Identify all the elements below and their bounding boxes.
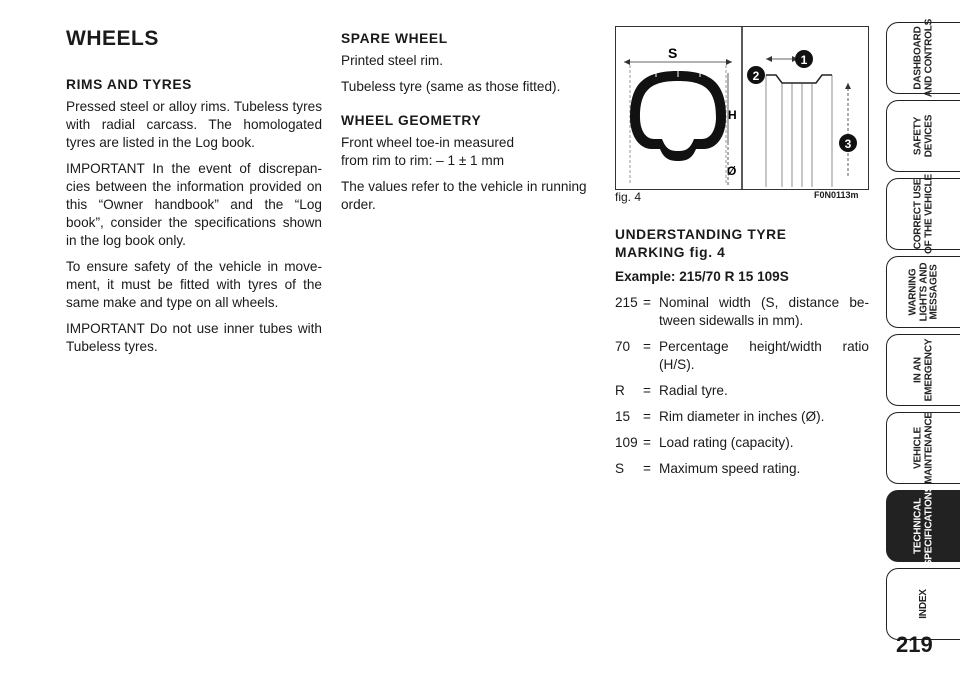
marking-code: 109	[615, 435, 638, 450]
wheel-geometry-heading: WHEEL GEOMETRY	[341, 113, 482, 128]
toe-in-line2: from rim to rim: – 1 ± 1 mm	[341, 153, 505, 168]
chapter-tab-label: INDEX	[917, 589, 929, 619]
chapter-tab-label: CORRECT USE OF THE VEHICLE	[912, 174, 934, 254]
tyre-marking-column	[615, 226, 869, 486]
marking-code: S	[615, 461, 625, 476]
inner-tubes-paragraph: IMPORTANT Do not use inner tubes with Tubeless tyres.	[66, 321, 322, 354]
chapter-tab-label: DASHBOARD AND CONTROLS	[912, 18, 934, 98]
diameter-label: Ø	[727, 164, 737, 178]
equals-sign: =	[643, 383, 651, 398]
spare-wheel-column	[341, 26, 593, 222]
equals-sign: =	[643, 295, 651, 310]
chapter-tab-2[interactable]	[886, 100, 960, 172]
chapter-tab-1[interactable]	[886, 18, 960, 98]
equals-sign: =	[643, 409, 651, 424]
callout-1: 1	[800, 53, 808, 67]
chapter-tab-3[interactable]	[886, 174, 960, 254]
marking-definition-row	[615, 434, 869, 452]
tyre-section-drawing	[616, 27, 868, 189]
tyre-marking-heading	[615, 226, 869, 262]
toe-in-text	[341, 134, 593, 170]
marking-definition-row	[615, 408, 869, 426]
marking-title-line1: UNDERSTANDING TYRE	[615, 227, 787, 242]
marking-description: Rim diameter in inches (Ø).	[659, 409, 825, 424]
running-order-text: The values refer to the vehicle in running order.	[341, 179, 587, 212]
rims-paragraph: Pressed steel or alloy rims. Tubeless tyres with radial carcass. The homologated tyres are listed in the Log book.	[66, 99, 322, 150]
chapter-tab-8[interactable]	[886, 568, 960, 640]
chapter-tab-4[interactable]	[886, 256, 960, 328]
marking-description: Nominal width (S, distance be-tween sidewalls in mm).	[659, 295, 869, 328]
page-title: WHEELS	[66, 27, 159, 50]
marking-code: 15	[615, 409, 631, 424]
height-label: H	[728, 108, 737, 122]
marking-definition-row	[615, 382, 869, 400]
marking-description: Percentage height/width ratio (H/S).	[659, 339, 869, 372]
chapter-tab-label: TECHNICAL SPECIFICATIONS	[912, 485, 934, 567]
important-log-paragraph: IMPORTANT In the event of discrepan-cies between the information provided on this “Owner handbook” and the “Log book”, consider the specifications shown in the log book only.	[66, 161, 322, 248]
chapter-tab-label: SAFETY DEVICES	[912, 114, 934, 158]
toe-in-line1: Front wheel toe-in measured	[341, 135, 515, 150]
spare-rim-text: Printed steel rim.	[341, 53, 443, 68]
callout-2: 2	[752, 69, 760, 83]
marking-definition-row	[615, 460, 869, 478]
chapter-tab-7[interactable]	[886, 485, 960, 567]
equals-sign: =	[643, 339, 651, 354]
tyre-diagram	[615, 26, 869, 190]
marking-code: 70	[615, 339, 631, 354]
marking-definition-row	[615, 338, 869, 374]
width-label: S	[668, 45, 678, 61]
spare-tyre-text: Tubeless tyre (same as those fitted).	[341, 79, 561, 94]
figure-caption: fig. 4	[615, 190, 642, 204]
safety-paragraph: To ensure safety of the vehicle in move-ment, it must be fitted with tyres of the same make and type on all wheels.	[66, 259, 322, 310]
chapter-tab-5[interactable]	[886, 334, 960, 406]
marking-description: Maximum speed rating.	[659, 461, 801, 476]
marking-description: Radial tyre.	[659, 383, 728, 398]
marking-example: Example: 215/70 R 15 109S	[615, 269, 789, 284]
marking-description: Load rating (capacity).	[659, 435, 794, 450]
figure-code: F0N0113m	[814, 190, 859, 200]
chapter-tab-label: IN AN EMERGENCY	[912, 338, 934, 402]
page-number: 219	[896, 632, 933, 657]
chapter-tab-label: WARNING LIGHTS AND MESSAGES	[906, 262, 939, 322]
marking-definition-row	[615, 294, 869, 330]
chapter-tab-6[interactable]	[886, 412, 960, 484]
spare-wheel-heading: SPARE WHEEL	[341, 31, 448, 46]
equals-sign: =	[643, 461, 651, 476]
marking-code: 215	[615, 295, 638, 310]
marking-code: R	[615, 383, 625, 398]
rims-heading: RIMS AND TYRES	[66, 77, 192, 92]
wheels-column	[66, 26, 322, 364]
marking-title-line2: MARKING fig. 4	[615, 245, 726, 260]
equals-sign: =	[643, 435, 651, 450]
marking-definitions	[615, 294, 869, 478]
callout-3: 3	[844, 137, 852, 151]
chapter-tab-label: VEHICLE MAINTENANCE	[912, 412, 934, 484]
